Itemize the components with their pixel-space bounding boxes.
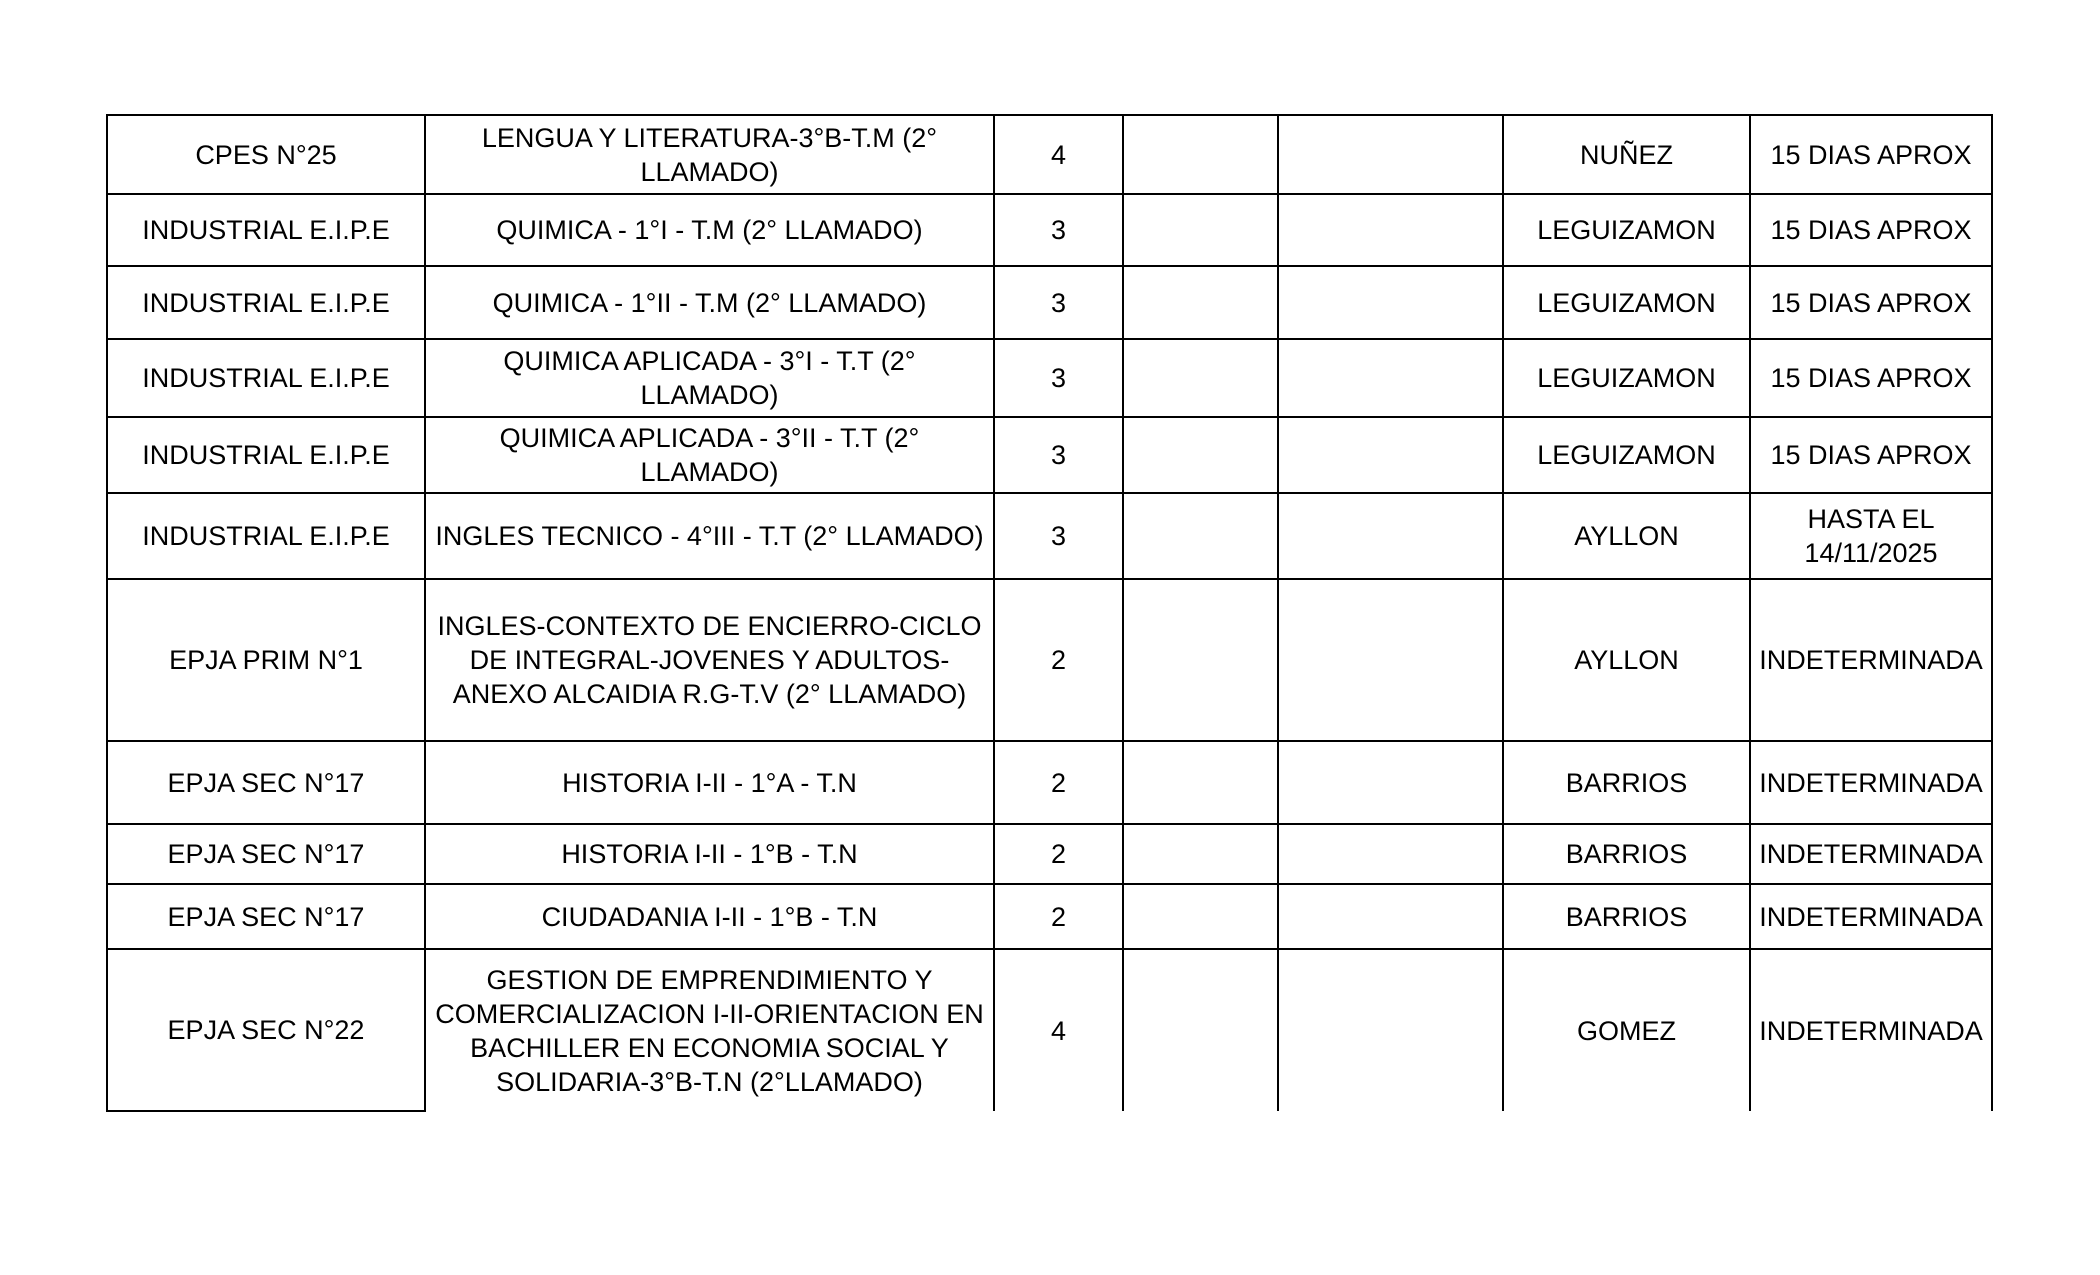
table-row	[107, 115, 1992, 194]
duration-cell: 15 DIAS APROX	[1750, 266, 1992, 339]
empty-cell	[1278, 115, 1503, 194]
empty-cell	[1278, 339, 1503, 417]
empty-cell	[1123, 579, 1278, 741]
empty-cell	[1123, 339, 1278, 417]
hours-cell: 4	[994, 949, 1123, 1111]
duration-cell: 15 DIAS APROX	[1750, 417, 1992, 493]
table-row	[107, 339, 1992, 417]
school-cell: INDUSTRIAL E.I.P.E	[107, 194, 425, 266]
duration-cell: INDETERMINADA	[1750, 949, 1992, 1111]
hours-cell: 2	[994, 884, 1123, 949]
hours-cell: 2	[994, 824, 1123, 884]
subject-cell: GESTION DE EMPRENDIMIENTO Y COMERCIALIZACION I-II-ORIENTACION EN BACHILLER EN ECONOMIA SOCIAL Y SOLIDARIA-3°B-T.N (2°LLAMADO)	[425, 949, 994, 1111]
school-cell: INDUSTRIAL E.I.P.E	[107, 493, 425, 579]
empty-cell	[1278, 741, 1503, 824]
teacher-cell: LEGUIZAMON	[1503, 266, 1750, 339]
table-row	[107, 949, 1992, 1111]
empty-cell	[1123, 115, 1278, 194]
empty-cell	[1278, 579, 1503, 741]
teacher-cell: BARRIOS	[1503, 741, 1750, 824]
school-cell: EPJA SEC N°17	[107, 741, 425, 824]
table-row	[107, 579, 1992, 741]
duration-cell: INDETERMINADA	[1750, 579, 1992, 741]
teacher-cell: BARRIOS	[1503, 884, 1750, 949]
hours-cell: 3	[994, 266, 1123, 339]
school-cell: INDUSTRIAL E.I.P.E	[107, 266, 425, 339]
duration-cell: 15 DIAS APROX	[1750, 194, 1992, 266]
subject-cell: LENGUA Y LITERATURA-3°B-T.M (2° LLAMADO)	[425, 115, 994, 194]
subject-cell: CIUDADANIA I-II - 1°B - T.N	[425, 884, 994, 949]
hours-cell: 3	[994, 493, 1123, 579]
hours-cell: 3	[994, 339, 1123, 417]
hours-cell: 2	[994, 741, 1123, 824]
school-cell: EPJA SEC N°17	[107, 824, 425, 884]
teacher-cell: NUÑEZ	[1503, 115, 1750, 194]
subject-cell: QUIMICA APLICADA - 3°I - T.T (2° LLAMADO)	[425, 339, 994, 417]
subject-cell: INGLES TECNICO - 4°III - T.T (2° LLAMADO)	[425, 493, 994, 579]
teacher-cell: LEGUIZAMON	[1503, 417, 1750, 493]
empty-cell	[1123, 194, 1278, 266]
duration-cell: 15 DIAS APROX	[1750, 339, 1992, 417]
school-cell: INDUSTRIAL E.I.P.E	[107, 417, 425, 493]
table-row	[107, 493, 1992, 579]
empty-cell	[1278, 824, 1503, 884]
empty-cell	[1123, 493, 1278, 579]
empty-cell	[1278, 266, 1503, 339]
subject-cell: QUIMICA APLICADA - 3°II - T.T (2° LLAMADO)	[425, 417, 994, 493]
empty-cell	[1123, 824, 1278, 884]
empty-cell	[1123, 949, 1278, 1111]
empty-cell	[1278, 194, 1503, 266]
teacher-cell: BARRIOS	[1503, 824, 1750, 884]
duration-cell: INDETERMINADA	[1750, 824, 1992, 884]
empty-cell	[1278, 949, 1503, 1111]
subject-cell: QUIMICA - 1°I - T.M (2° LLAMADO)	[425, 194, 994, 266]
subject-cell: HISTORIA I-II - 1°B - T.N	[425, 824, 994, 884]
school-cell: INDUSTRIAL E.I.P.E	[107, 339, 425, 417]
duration-cell: INDETERMINADA	[1750, 741, 1992, 824]
school-cell: EPJA PRIM N°1	[107, 579, 425, 741]
hours-cell: 2	[994, 579, 1123, 741]
table-row	[107, 266, 1992, 339]
subject-cell: QUIMICA - 1°II - T.M (2° LLAMADO)	[425, 266, 994, 339]
table-row	[107, 824, 1992, 884]
table-row	[107, 194, 1992, 266]
empty-cell	[1123, 417, 1278, 493]
empty-cell	[1278, 417, 1503, 493]
table-row	[107, 417, 1992, 493]
teacher-cell: LEGUIZAMON	[1503, 194, 1750, 266]
hours-cell: 4	[994, 115, 1123, 194]
vacancy-table	[106, 114, 1993, 1112]
teacher-cell: GOMEZ	[1503, 949, 1750, 1111]
duration-cell: INDETERMINADA	[1750, 884, 1992, 949]
subject-cell: HISTORIA I-II - 1°A - T.N	[425, 741, 994, 824]
duration-cell: 15 DIAS APROX	[1750, 115, 1992, 194]
empty-cell	[1123, 741, 1278, 824]
teacher-cell: AYLLON	[1503, 493, 1750, 579]
school-cell: EPJA SEC N°17	[107, 884, 425, 949]
empty-cell	[1123, 884, 1278, 949]
subject-cell: INGLES-CONTEXTO DE ENCIERRO-CICLO DE INTEGRAL-JOVENES Y ADULTOS-ANEXO ALCAIDIA R.G-T.V (2° LLAMADO)	[425, 579, 994, 741]
hours-cell: 3	[994, 194, 1123, 266]
hours-cell: 3	[994, 417, 1123, 493]
teacher-cell: AYLLON	[1503, 579, 1750, 741]
teacher-cell: LEGUIZAMON	[1503, 339, 1750, 417]
duration-cell: HASTA EL 14/11/2025	[1750, 493, 1992, 579]
table-row	[107, 741, 1992, 824]
empty-cell	[1123, 266, 1278, 339]
table-row	[107, 884, 1992, 949]
empty-cell	[1278, 884, 1503, 949]
school-cell: EPJA SEC N°22	[107, 949, 425, 1111]
school-cell: CPES N°25	[107, 115, 425, 194]
empty-cell	[1278, 493, 1503, 579]
